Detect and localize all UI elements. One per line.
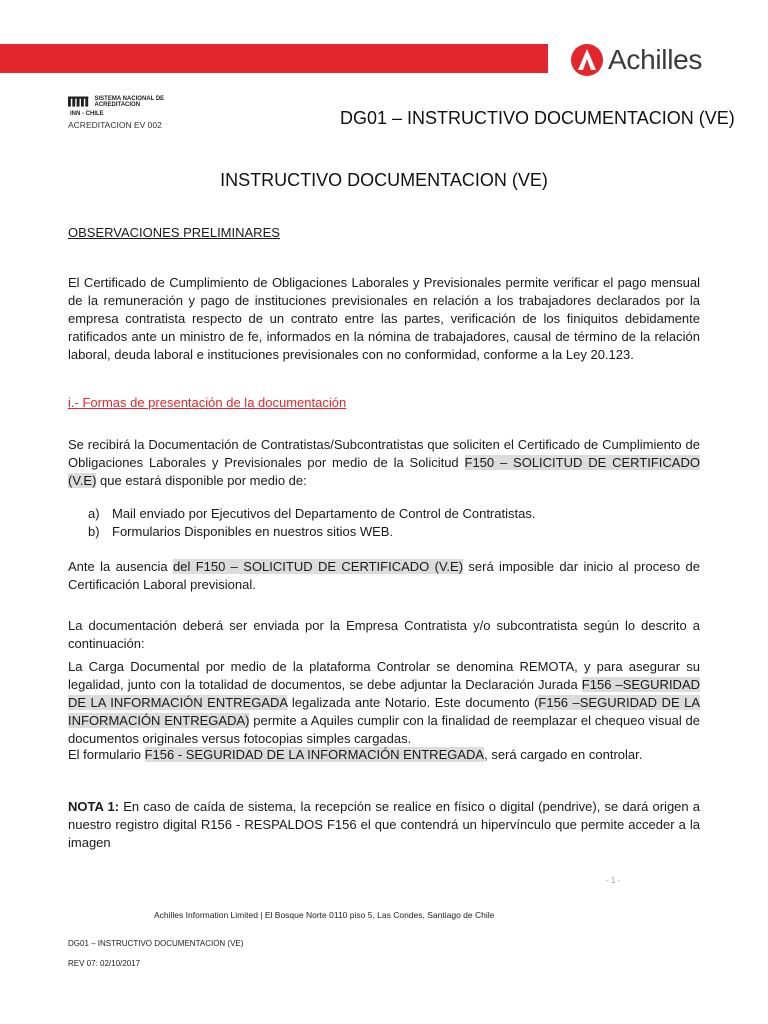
section-heading: OBSERVACIONES PRELIMINARES [68, 225, 280, 240]
achilles-logo [570, 42, 702, 78]
list-item-label: a) [88, 506, 100, 521]
list-item-text: Mail enviado por Ejecutivos del Departamento de Control de Contratistas. [112, 506, 536, 521]
list-item-label: b) [88, 524, 100, 539]
note-label: NOTA 1: [68, 799, 120, 814]
header-red-bar [0, 44, 548, 73]
reception-text: Se recibirá la Documentación de Contratistas/Subcontratistas que soliciten el Certificado de Cumplimiento de Obligaciones Laborales y Previsionales por medio de la Solicitud [68, 437, 700, 470]
accreditation-block [68, 94, 178, 130]
absence-text-end: será imposible dar inicio al proceso de Certificación Laboral previsional. [68, 559, 701, 592]
brand-name: Achilles [608, 44, 703, 75]
list-item [88, 523, 648, 541]
accreditation-org: SISTEMA NACIONAL DE ACREDITACION [94, 96, 165, 108]
load-paragraph [68, 658, 700, 748]
achilles-logo-icon [570, 43, 604, 77]
inn-logo-icon [68, 94, 93, 112]
footer-address: Achilles Information Limited | El Bosque Norte 0110 piso 5, Las Condes, Santiago de Chile [154, 910, 495, 920]
accreditation-sub: INN - CHILE [70, 111, 104, 117]
page-title: INSTRUCTIVO DOCUMENTACION (VE) [220, 170, 548, 190]
page-number: - 1 - [606, 876, 621, 885]
footer-revision: REV 07: 02/10/2017 [68, 959, 141, 968]
reception-paragraph [68, 436, 700, 490]
doc-code-title: DG01 – INSTRUCTIVO DOCUMENTACION (VE) [340, 108, 735, 128]
reception-text-end: que estará disponible por medio de: [96, 473, 307, 488]
f156-highlight: F156 - SEGURIDAD DE LA INFORMACIÓN ENTREGADA [144, 747, 485, 762]
f156-highlight: F156 –SEGURIDAD DE LA INFORMACIÓN ENTREGADA [68, 677, 700, 710]
form-text-end: , será cargado en controlar. [484, 747, 643, 762]
channel-list [88, 505, 648, 541]
accreditation-code: ACREDITACION EV 002 [68, 120, 162, 130]
list-item [88, 505, 648, 523]
f150-highlight: del F150 – SOLICITUD DE CERTIFICADO (V.E) [172, 559, 464, 574]
section-i-heading [68, 394, 700, 412]
footer-doc-code: DG01 – INSTRUCTIVO DOCUMENTACION (VE) [68, 939, 244, 948]
absence-text: Ante la ausencia [68, 559, 173, 574]
load-text: La Carga Documental por medio de la plataforma Controlar se denomina REMOTA, y para asegurar su legalidad, junto con la totalidad de documentos, se debe adjuntar la Declaración Jurada [68, 659, 700, 692]
form-paragraph [68, 746, 700, 764]
note-text: En caso de caída de sistema, la recepción se realice en físico o digital (pendrive), se dará origen a nuestro registro digital R156 - RESPALDOS F156 el que contendrá un hipervínculo que permite acceder a la imagen [68, 799, 700, 850]
intro-paragraph: El Certificado de Cumplimiento de Obligaciones Laborales y Previsionales permite verificar el pago mensual de la remuneración y pago de instituciones previsionales en relación a los trabajadores declarados por la empresa contratista respecto de un contrato entre las partes, verificación de los finiquitos debidamente ratificados ante un ministro de fe, informados en la nómina de trabajadores, causal de término de la relación laboral, deuda laboral e instituciones previsionales con no conformidad, conforme a la Ley 20.123. [68, 275, 700, 362]
absence-paragraph [68, 558, 700, 594]
load-text-mid: legalizada ante Notario. Este documento ( [287, 695, 539, 710]
f150-highlight: F150 – SOLICITUD DE CERTIFICADO (V.E) [68, 455, 700, 488]
list-item-text: Formularios Disponibles en nuestros sitios WEB. [112, 524, 394, 539]
f156-highlight: F156 –SEGURIDAD DE LA INFORMACIÓN ENTREGADA) [68, 695, 701, 728]
sent-paragraph: La documentación deberá ser enviada por la Empresa Contratista y/o subcontratista según lo descrito a continuación: [68, 618, 700, 651]
note-paragraph [68, 798, 700, 852]
section-i-heading-text: i.- Formas de presentación de la documentación [68, 395, 347, 410]
form-text: El formulario [68, 747, 145, 762]
load-text-end: permite a Aquiles cumplir con la finalidad de reemplazar el chequeo visual de documentos originales versus fotocopias simples cargadas. [68, 713, 700, 746]
